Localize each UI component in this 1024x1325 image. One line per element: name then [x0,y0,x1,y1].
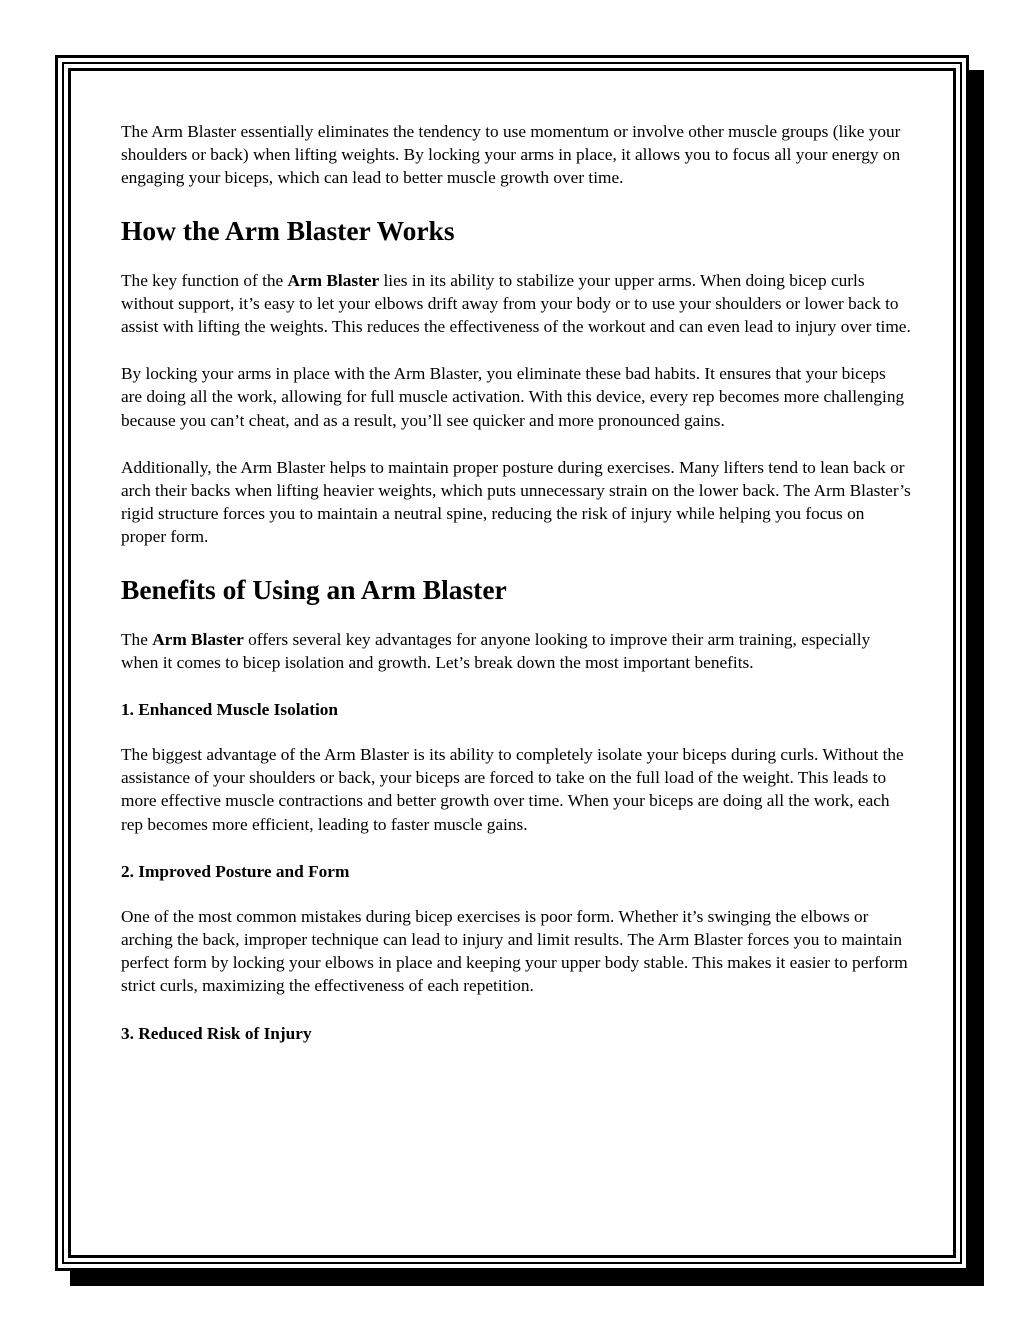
benefits-text-start: The [121,629,153,649]
subheading-injury: 3. Reduced Risk of Injury [121,1023,312,1043]
benefits-bold-term: Arm Blaster [152,629,244,649]
subheading-posture: 2. Improved Posture and Form [121,861,350,881]
works-text-end: lies in its ability to stabilize your upper arms. When doing bicep curls without support, it’s easy to let your elbows drift away from your body or to use your shoulders or lower back to assist with lifting the weights. This reduces the effectiveness of the workout and can even lead to injury over time. [121,270,911,337]
subheading-isolation: 1. Enhanced Muscle Isolation [121,700,339,720]
heading-how-it-works: How the Arm Blaster Works [121,214,455,246]
document-body [121,120,911,1067]
isolation-paragraph: The biggest advantage of the Arm Blaster is its ability to completely isolate your biceps during curls. Without the assistance of your shoulders or back, your biceps are forced to take on the full load of the weight. This leads to more effective muscle contractions and better growth over time. When your biceps are doing all the work, each rep becomes more efficient, leading to faster muscle gains. [121,745,904,834]
works-paragraph-2: By locking your arms in place with the Arm Blaster, you eliminate these bad habits. It ensures that your biceps are doing all the work, allowing for full muscle activation. With this device, every rep becomes more challenging because you can’t cheat, and as a result, you’ll see quicker and more pronounced gains. [121,364,905,430]
posture-paragraph: One of the most common mistakes during bicep exercises is poor form. Whether it’s swinging the elbows or arching the back, improper technique can lead to injury and limit results. The Arm Blaster forces you to maintain perfect form by locking your elbows in place and keeping your upper body stable. This makes it easier to perform strict curls, maximizing the effectiveness of each repetition. [121,906,908,996]
works-paragraph-3: Additionally, the Arm Blaster helps to maintain proper posture during exercises. Many lifters tend to lean back or arch their backs when lifting heavier weights, which puts unnecessary strain on the lower back. The Arm Blaster’s rigid structure forces you to maintain a neutral spine, reducing the risk of injury while helping you focus on proper form. [121,457,911,547]
benefits-paragraph [121,628,911,674]
benefits-text-end: offers several key advantages for anyone looking to improve their arm training, especially when it comes to bicep isolation and growth. Let’s break down the most important benefits. [121,629,871,672]
works-paragraph-1 [121,269,911,339]
intro-paragraph: The Arm Blaster essentially eliminates the tendency to use momentum or involve other muscle groups (like your shoulders or back) when lifting weights. By locking your arms in place, it allows you to focus all your energy on engaging your biceps, which can lead to better muscle growth over time. [121,122,901,188]
works-bold-term: Arm Blaster [287,270,380,290]
works-text-start: The key function of the [121,270,288,290]
heading-benefits: Benefits of Using an Arm Blaster [121,573,507,605]
